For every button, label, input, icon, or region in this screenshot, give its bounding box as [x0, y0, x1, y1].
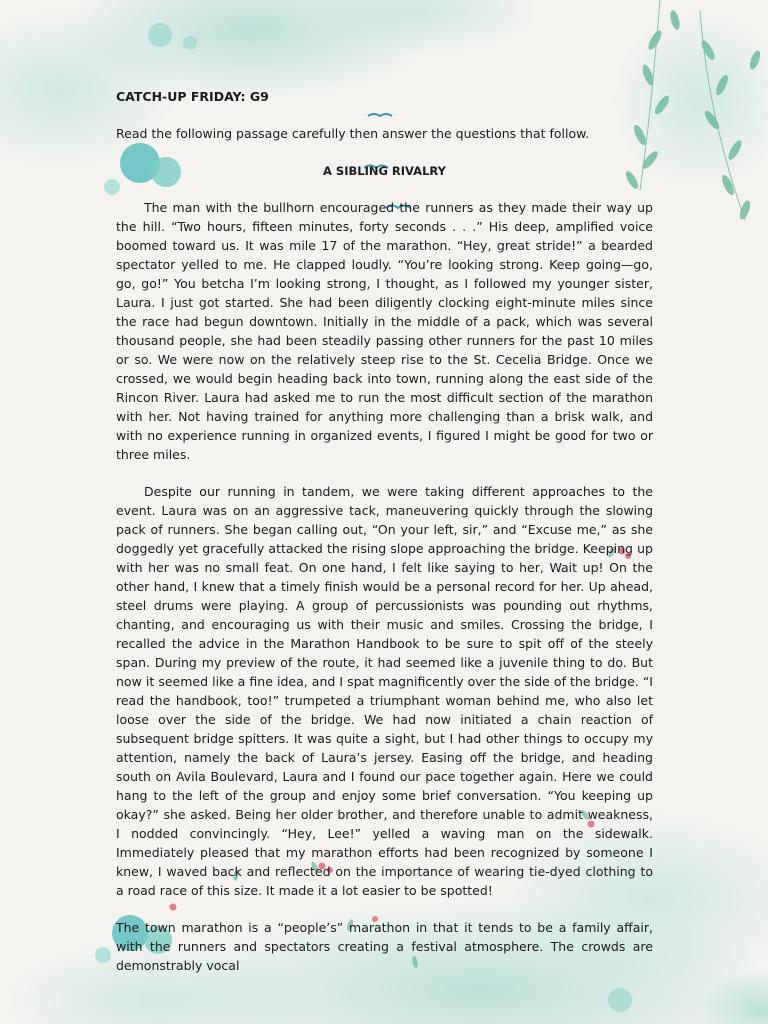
passage-paragraph: The man with the bullhorn encouraged the runners as they made their way up the hill. “Two hours, fifteen minutes, forty seconds . . .” His deep, amplified voice boomed toward us. It was mile 17 of the marathon. “Hey, great stride!” a bearded spectator yelled to me. He clapped loudly. “You’re looking strong. Keep going—go, go, go!” You betcha I’m looking strong, I thought, as I followed my younger sister, Laura. I just got started. She had been diligently clocking eight-minute miles since the race had begun downtown. Initially in the middle of a pack, which was several thousand people, she had been steadily passing other runners for the past 10 miles or so. We were now on the relatively steep rise to the St. Cecelia Bridge. Once we crossed, we would begin heading back into town, running along the east side of the Rincon River. Laura had asked me to run the most difficult section of the marathon with her. Not having trained for anything more challenging than a brisk walk, and with no experience running in organized events, I figured I might be good for two or three miles. [116, 200, 653, 462]
passage-title: A SIBLING RIVALRY [323, 164, 446, 178]
instructions: Read the following passage carefully then answer the questions that follow. [116, 126, 590, 141]
passage-paragraph: Despite our running in tandem, we were taking different approaches to the event. Laura was on an aggressive tack, maneuvering quickly through the slowing pack of runners. She began calling out, “On your left, sir,” and “Excuse me,” as she doggedly yet gracefully attacked the rising slope approaching the bridge. Keeping up with her was no small feat. On one hand, I felt like saying to her, Wait up! On the other hand, I knew that a timely finish would be a personal record for her. Up ahead, steel drums were playing. A group of percussionists was pounding out rhythms, chanting, and encouraging us with their music and smiles. Crossing the bridge, I recalled the advice in the Marathon Handbook to be sure to spit off of the steely span. During my preview of the route, it had seemed like a juvenile thing to do. But now it seemed like a fine idea, and I spat magnificently over the side of the bridge. “I read the handbook, too!” trumpeted a triumphant woman behind me, who also let loose over the side of the bridge. We had now initiated a chain reaction of subsequent bridge spitters. It was quite a sight, but I had other things to occupy my attention, namely the back of Laura’s jersey. Easing off the bridge, and heading south on Avila Boulevard, Laura and I found our pace together again. Here we could hang to the left of the group and enjoy some brief conversation. “You keeping up okay?” she asked. Being her older brother, and therefore unable to admit weakness, I nodded convincingly. “Hey, Lee!” yelled a waving man on the sidewalk. Immediately pleased that my marathon efforts had been recognized by someone I knew, I waved back and reflected on the importance of wearing tie-dyed clothing to a road race of this size. It made it a lot easier to be spotted! [116, 484, 653, 898]
passage-paragraph: The town marathon is a “people’s” marathon in that it tends to be a family affair, with the runners and spectators creating a festival atmosphere. The crowds are demonstrably vocal [116, 920, 653, 973]
document-page [116, 88, 653, 975]
document-label: CATCH-UP FRIDAY: G9 [116, 89, 269, 104]
